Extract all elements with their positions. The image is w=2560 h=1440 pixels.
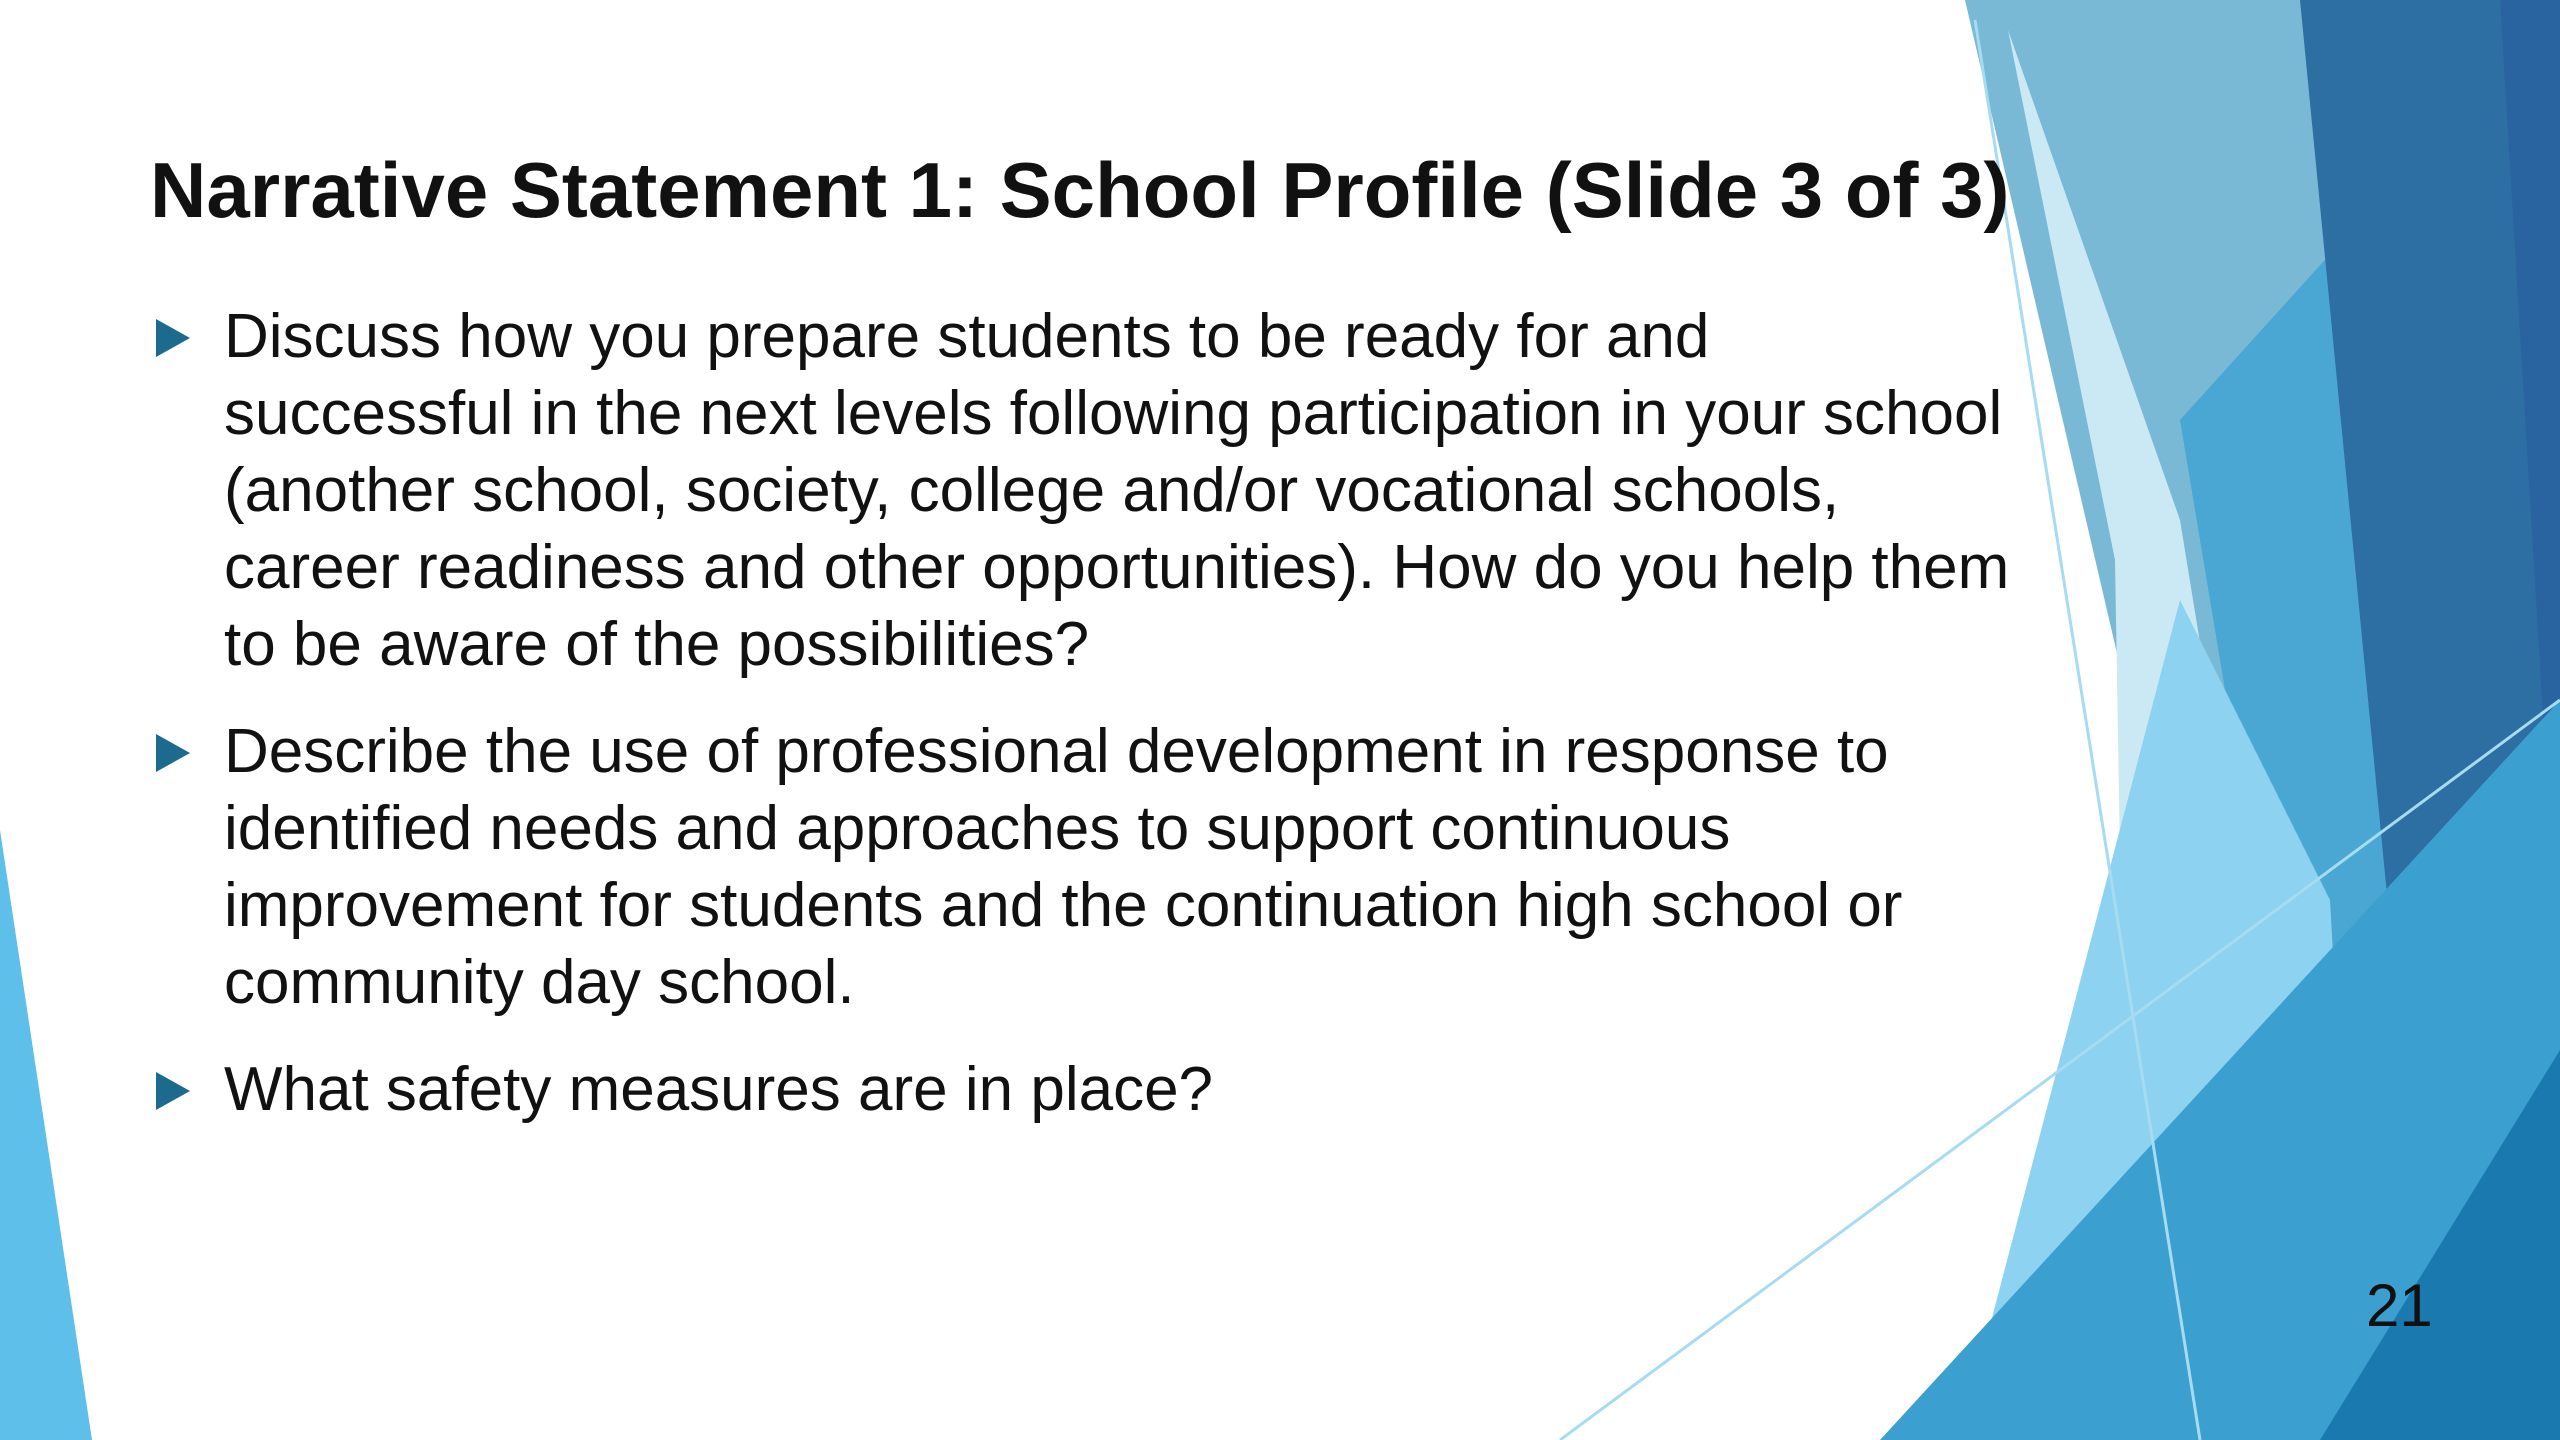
bullet-list bbox=[150, 298, 2010, 1158]
left-edge-accent bbox=[0, 830, 92, 1440]
bullet-text: Discuss how you prepare students to be ready for and successful in the next levels following participation in your school (another school, society, college and/or vocational schools, career readiness and other opportunities). How do you help them to be aware of the possibilities? bbox=[224, 302, 2010, 679]
bullet-item bbox=[150, 713, 2010, 1021]
triangle-right-icon bbox=[156, 1072, 190, 1110]
slide-title: Narrative Statement 1: School Profile (Slide 3 of 3) bbox=[150, 146, 2010, 234]
bullet-item bbox=[150, 1051, 2010, 1128]
triangle-right-icon bbox=[156, 319, 190, 357]
bullet-text: What safety measures are in place? bbox=[224, 1055, 1214, 1124]
triangle-right-icon bbox=[156, 734, 190, 772]
bullet-text: Describe the use of professional development in response to identified needs and approaches to support continuous improvement for students and the continuation high school or community day school. bbox=[224, 717, 1903, 1017]
bullet-item bbox=[150, 298, 2010, 683]
page-number: 21 bbox=[2366, 1272, 2433, 1339]
